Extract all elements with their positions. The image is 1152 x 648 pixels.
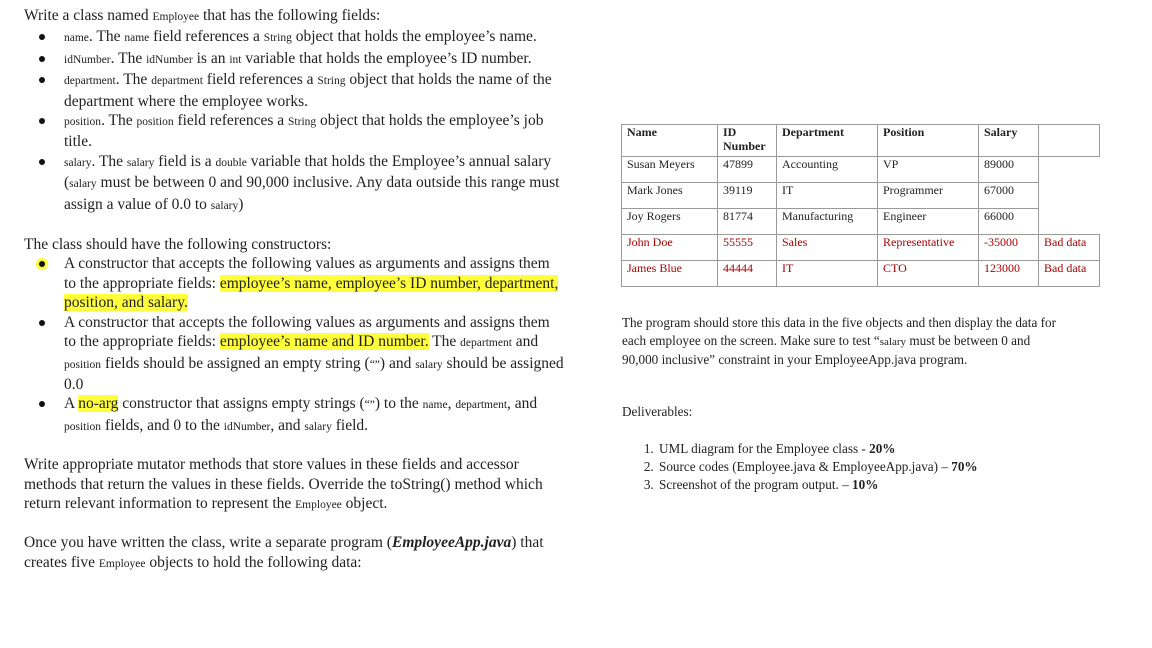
cell-id: 39119	[718, 183, 777, 209]
cell-name: John Doe	[622, 235, 718, 261]
highlighted-text: employee’s name and ID number.	[219, 333, 429, 351]
constructor-text: fields should be assigned an empty string (	[101, 354, 370, 372]
program-note	[622, 314, 1062, 369]
header-name: Name	[622, 125, 718, 157]
cell-salary: 66000	[979, 209, 1039, 235]
cell-name: Susan Meyers	[622, 157, 718, 183]
employee-data-table	[621, 124, 1100, 287]
table-row	[622, 235, 1100, 261]
constructor-text: field.	[331, 416, 369, 434]
program-note-text	[622, 314, 1062, 369]
field-code: salary	[210, 199, 239, 212]
field-code: salary	[126, 156, 155, 169]
fields-list	[24, 27, 564, 216]
constructor-text: should be assigned 0.0	[64, 354, 564, 393]
once-text: objects to hold the following data:	[145, 553, 362, 571]
field-text: field references a	[149, 28, 264, 46]
mutators-text-end: object.	[341, 494, 388, 512]
field-code: salary	[415, 358, 443, 371]
field-text: variable that holds the employee’s ID number.	[241, 49, 532, 67]
cell-note-bad-data: Bad data	[1039, 261, 1100, 287]
class-name-code: Employee	[152, 11, 200, 23]
table-row	[622, 183, 1100, 209]
table-row	[622, 209, 1100, 235]
cell-salary: 89000	[979, 157, 1039, 183]
cell-id: 81774	[718, 209, 777, 235]
cell-note	[1039, 209, 1100, 235]
header-id-number: ID Number	[718, 125, 777, 157]
field-code: idNumber	[223, 420, 271, 433]
table-row	[622, 157, 1100, 183]
field-code: salary	[64, 156, 92, 169]
program-note-post: must be between 0 and 90,000 inclusive” constraint in your EmployeeApp.java program.	[622, 333, 1031, 367]
cell-position: Representative	[878, 235, 979, 261]
field-item-position	[64, 111, 564, 152]
cell-position: VP	[878, 157, 979, 183]
intro-post: that has the following fields:	[199, 7, 381, 24]
constructor-text: fields, and 0 to the	[101, 416, 224, 434]
field-text: field is a	[154, 152, 216, 170]
header-position: Position	[878, 125, 979, 157]
field-code: department	[455, 399, 508, 412]
intro-text	[24, 6, 564, 27]
field-code: int	[229, 53, 242, 66]
constructor-text: , and	[270, 416, 305, 434]
field-item-department	[64, 70, 564, 111]
field-item-name	[64, 27, 564, 48]
field-code: String	[317, 75, 346, 88]
deliverable-item	[657, 476, 1062, 494]
cell-department: Sales	[777, 235, 878, 261]
cell-id: 47899	[718, 157, 777, 183]
once-paragraph	[24, 533, 564, 574]
constructor-text: constructor that assigns empty strings (	[118, 395, 365, 413]
field-text: . The	[101, 112, 137, 130]
cell-name: Joy Rogers	[622, 209, 718, 235]
header-salary: Salary	[979, 125, 1039, 157]
field-code: name	[124, 32, 150, 45]
app-file-name: EmployeeApp.java	[391, 534, 512, 552]
header-note	[1039, 125, 1100, 157]
constructor-text: A constructor that accepts the following values as arguments and assigns them to the appropriate fields:	[64, 255, 550, 292]
constructor-item-full	[64, 254, 564, 312]
field-code: name	[422, 399, 448, 412]
constructor-text: ) to the	[374, 395, 423, 413]
cell-name: Mark Jones	[622, 183, 718, 209]
cell-salary: 67000	[979, 183, 1039, 209]
deliverables-section	[622, 403, 1062, 494]
once-text: ) that creates five	[24, 534, 544, 571]
deliverable-item	[657, 458, 1062, 476]
field-code: department	[460, 337, 512, 350]
class-name-code: Employee	[98, 557, 146, 570]
field-item-idnumber	[64, 49, 564, 70]
cell-note	[1039, 157, 1100, 183]
intro-pre: Write a class named	[24, 7, 153, 24]
table-header-row	[622, 125, 1100, 157]
deliverables-heading: Deliverables:	[622, 404, 693, 419]
field-code: “”	[369, 358, 380, 371]
field-text: . The	[88, 28, 125, 46]
constructor-text: A	[64, 395, 79, 413]
field-text: variable that holds the Employee’s annual salary (	[64, 152, 552, 192]
once-text: Once you have written the class, write a separate program (	[24, 534, 392, 552]
cell-department: Manufacturing	[777, 209, 878, 235]
deliverable-percent: 70%	[951, 459, 978, 474]
field-code: name	[64, 32, 89, 45]
field-text: must be between 0 and 90,000 inclusive. Any data outside this range must assign a value of 0.0 to	[64, 174, 560, 213]
cell-department: IT	[777, 183, 878, 209]
deliverable-text: Screenshot of the program output. –	[659, 477, 853, 492]
constructor-text: ) and	[379, 354, 416, 372]
field-text: field references a	[202, 71, 318, 89]
cell-position: CTO	[878, 261, 979, 287]
field-code: department	[64, 75, 116, 88]
deliverable-text: Source codes (Employee.java & EmployeeApp.java) –	[659, 459, 952, 474]
field-text: object that holds the name of the department where the employee works.	[64, 71, 552, 110]
deliverable-percent: 10%	[852, 477, 879, 492]
constructor-text: A constructor that accepts the following values as arguments and assigns them to the appropriate fields:	[64, 313, 550, 351]
field-code: salary	[304, 420, 332, 433]
header-department: Department	[777, 125, 878, 157]
class-name-code: Employee	[295, 498, 342, 511]
constructor-text: ,	[447, 395, 456, 413]
constructor-text: , and	[507, 395, 538, 413]
program-note-pre: The program should store this data in the five objects and then display the data for each employee on the screen. Make sure to test “	[622, 315, 1056, 348]
cell-position: Engineer	[878, 209, 979, 235]
field-code: salary	[69, 178, 97, 191]
field-code: “”	[364, 399, 375, 412]
field-code: position	[64, 420, 102, 433]
highlighted-text: employee’s name, employee’s ID number, department, position, and salary.	[64, 274, 559, 312]
constructor-item-name-id	[64, 313, 564, 395]
cell-id: 44444	[718, 261, 777, 287]
constructor-item-no-arg	[64, 394, 564, 437]
field-text: object that holds the employee’s job title.	[64, 112, 544, 151]
constructors-heading: The class should have the following constructors:	[24, 236, 332, 254]
field-code: department	[151, 75, 203, 88]
cell-department: IT	[777, 261, 878, 287]
cell-department: Accounting	[777, 157, 878, 183]
cell-salary: -35000	[979, 235, 1039, 261]
field-item-salary	[64, 152, 564, 216]
constructors-list	[24, 254, 564, 437]
field-code: position	[64, 358, 102, 371]
cell-note	[1039, 183, 1100, 209]
mutators-text: Write appropriate mutator methods that store values in these fields and accessor methods that return the values in these fields. Override the toString() method which return relevant information to represent the	[24, 456, 543, 512]
field-text: . The	[115, 71, 152, 89]
cell-position: Programmer	[878, 183, 979, 209]
field-text: object that holds the employee’s name.	[291, 28, 537, 46]
highlighted-text: no-arg	[78, 395, 119, 413]
table-row	[622, 261, 1100, 287]
field-text: . The	[110, 49, 147, 67]
field-code: idNumber	[146, 53, 193, 66]
field-code: double	[215, 156, 247, 169]
constructor-text: The	[428, 333, 461, 351]
field-code: position	[64, 116, 102, 129]
field-text: )	[238, 195, 244, 213]
deliverable-text: UML diagram for the Employee class -	[659, 441, 870, 456]
cell-note-bad-data: Bad data	[1039, 235, 1100, 261]
field-text: field references a	[173, 112, 289, 130]
cell-salary: 123000	[979, 261, 1039, 287]
cell-id: 55555	[718, 235, 777, 261]
constructor-text: and	[511, 333, 539, 351]
deliverables-list	[622, 440, 1062, 494]
mutators-paragraph	[24, 455, 564, 515]
field-code: position	[136, 116, 174, 129]
cell-name: James Blue	[622, 261, 718, 287]
deliverable-percent: 20%	[869, 441, 896, 456]
field-code: idNumber	[64, 53, 111, 66]
field-code: String	[263, 32, 292, 45]
field-text: . The	[91, 152, 127, 170]
field-code: salary	[879, 336, 907, 348]
deliverable-item	[657, 440, 1062, 458]
assignment-instructions	[24, 6, 564, 574]
field-code: String	[288, 116, 317, 129]
field-text: is an	[192, 49, 230, 67]
